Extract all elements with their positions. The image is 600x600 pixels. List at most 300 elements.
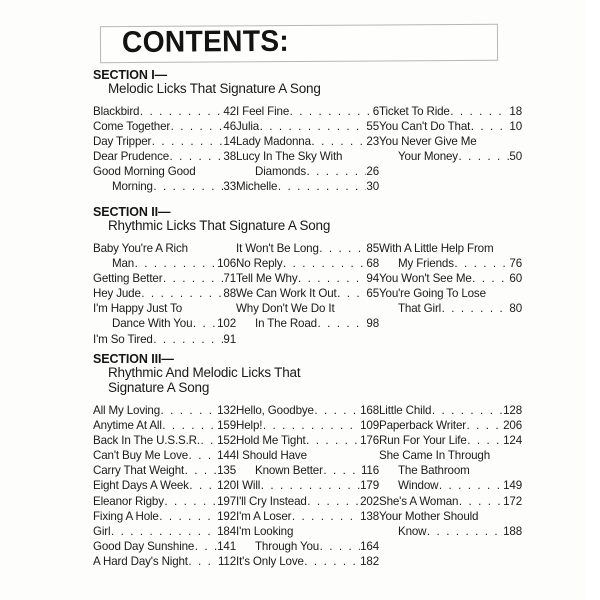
toc-entry-page: 168 <box>360 404 379 417</box>
toc-entry-line <box>236 119 379 134</box>
toc-entry-title: Through You <box>255 539 320 553</box>
toc-dot-leader <box>459 494 503 509</box>
toc-entry-title: Run For Your Life <box>379 434 467 448</box>
toc-entry-page: 192 <box>217 509 236 523</box>
toc-entry-title: Blackbird <box>93 105 140 118</box>
toc-entry-line <box>93 104 236 119</box>
toc-entry[interactable] <box>236 104 379 119</box>
toc-entry-title: That Girl <box>398 302 442 316</box>
toc-entry-title: Your Mother Should <box>379 509 479 523</box>
toc-entry-title: Eight Days A Week <box>93 479 189 493</box>
toc-entry[interactable] <box>93 539 236 554</box>
toc-entry-line <box>236 271 379 286</box>
toc-entry-title: Little Child <box>379 404 432 417</box>
toc-entry-line <box>236 418 379 433</box>
toc-entry-title: Why Don't We Do It <box>236 302 335 316</box>
toc-entry-line <box>236 316 379 331</box>
toc-entry-page: 202 <box>360 494 379 508</box>
toc-entry-title: Lucy In The Sky With <box>236 150 343 164</box>
toc-entry[interactable] <box>93 494 236 509</box>
toc-entry-line <box>236 256 379 271</box>
toc-entry-line <box>379 271 522 286</box>
toc-entry-page: 94 <box>366 272 379 286</box>
toc-entry[interactable] <box>379 448 522 463</box>
toc-entry[interactable] <box>236 448 379 463</box>
toc-entry-title: She's A Woman <box>379 494 459 508</box>
toc-entry-line <box>93 524 236 539</box>
toc-entry-line <box>379 433 522 448</box>
toc-dot-leader <box>442 301 509 316</box>
toc-entry-line <box>93 539 236 554</box>
toc-entry[interactable] <box>379 256 522 271</box>
toc-entry-line <box>93 509 236 524</box>
toc-dot-leader <box>188 554 217 569</box>
toc-entry-page: 26 <box>366 165 379 179</box>
toc-entry-line <box>93 403 236 418</box>
toc-entry-title: No Reply <box>236 257 283 271</box>
toc-entry-line <box>93 494 236 509</box>
toc-entry-page: 164 <box>360 539 379 553</box>
toc-entry-title: Man <box>112 257 135 271</box>
toc-entry[interactable] <box>93 256 236 271</box>
toc-entry[interactable] <box>236 494 379 509</box>
toc-entry-title: Dear Prudence <box>93 150 170 164</box>
toc-entry-page: 38 <box>223 150 236 164</box>
toc-entry-page: 10 <box>509 120 522 134</box>
toc-entry-title: I'm Looking <box>236 524 294 538</box>
toc-entry-page: 55 <box>366 120 379 134</box>
toc-entry-page: 76 <box>509 257 522 271</box>
toc-dot-leader <box>467 433 502 448</box>
toc-entry-title: I Feel Fine <box>236 105 290 118</box>
toc-entry[interactable] <box>236 463 379 478</box>
toc-entry-title: Can't Buy Me Love <box>93 449 189 463</box>
toc-entry-page: 109 <box>360 419 379 433</box>
toc-entry-title: Come Together <box>93 120 171 134</box>
section-heading: SECTION I— <box>93 68 168 82</box>
toc-dot-leader <box>283 256 366 271</box>
toc-dot-leader <box>195 539 217 554</box>
toc-entry-page: 65 <box>366 287 379 301</box>
toc-entry-page: 102 <box>217 317 236 331</box>
toc-entry-title: Dance With You <box>112 317 193 331</box>
toc-entry-line <box>236 478 379 493</box>
toc-entry-title: In The Road <box>255 317 317 331</box>
toc-column-1 <box>93 241 236 347</box>
toc-dot-leader <box>261 478 360 493</box>
toc-entry-page: 46 <box>223 120 236 134</box>
toc-entry-title: She Came In Through <box>379 449 491 463</box>
toc-entry-page: 85 <box>366 242 379 255</box>
toc-entry-line <box>379 478 522 493</box>
toc-entry-title: I Should Have <box>236 449 307 463</box>
toc-dot-leader <box>140 104 223 119</box>
toc-entry-line <box>379 301 522 316</box>
page-title: CONTENTS: <box>121 24 290 59</box>
toc-dot-leader <box>141 286 223 301</box>
toc-dot-leader <box>427 524 503 539</box>
toc-entry-page: 116 <box>360 464 379 478</box>
toc-entry-title: It Won't Be Long <box>236 242 319 255</box>
toc-entry[interactable] <box>236 524 379 539</box>
toc-entry-title: Good Day Sunshine <box>93 539 195 553</box>
toc-entry-line <box>236 104 379 119</box>
toc-entry[interactable] <box>379 478 522 493</box>
toc-entry[interactable] <box>93 104 236 119</box>
toc-entry-title: Know <box>398 524 427 538</box>
toc-dot-leader <box>260 119 366 134</box>
toc-entry-line <box>93 418 236 433</box>
toc-entry-page: 179 <box>360 479 379 493</box>
toc-dot-leader <box>152 134 223 149</box>
toc-entry-title: Known Better <box>255 464 323 478</box>
toc-entry-line <box>236 433 379 448</box>
section-subtitle-line: Rhythmic Licks That Signature A Song <box>108 218 331 233</box>
toc-dot-leader <box>189 448 217 463</box>
toc-dot-leader <box>164 494 216 509</box>
toc-entry-title: Carry That Weight <box>93 464 185 478</box>
toc-dot-leader <box>454 256 509 271</box>
toc-entry-line <box>93 119 236 134</box>
toc-entry-page: 14 <box>223 135 236 149</box>
toc-entry-line <box>93 332 236 347</box>
toc-entry[interactable] <box>236 478 379 493</box>
toc-entry-page: 132 <box>217 404 236 417</box>
toc-entry[interactable] <box>236 316 379 331</box>
toc-entry-line <box>379 134 522 149</box>
toc-entry[interactable] <box>93 433 236 448</box>
toc-dot-leader <box>304 554 359 569</box>
toc-entry[interactable] <box>93 418 236 433</box>
toc-entry[interactable] <box>93 286 236 301</box>
section-heading: SECTION III— <box>93 352 174 366</box>
toc-entry[interactable] <box>379 509 522 524</box>
toc-dot-leader <box>439 478 503 493</box>
toc-entry-page: 80 <box>509 302 522 316</box>
toc-entry[interactable] <box>379 241 522 256</box>
toc-dot-leader <box>471 119 509 134</box>
toc-column-1 <box>93 104 236 195</box>
toc-dot-leader <box>450 104 509 119</box>
toc-entry-page: 60 <box>509 272 522 286</box>
toc-entry-line <box>93 134 236 149</box>
toc-entry[interactable] <box>236 509 379 524</box>
toc-entry-page: 141 <box>217 539 236 553</box>
toc-entry-line <box>93 286 236 301</box>
toc-entry-line <box>379 494 522 509</box>
section-heading: SECTION II— <box>93 205 171 219</box>
toc-entry-line <box>93 164 236 179</box>
toc-entry[interactable] <box>236 241 379 256</box>
toc-dot-leader <box>307 164 366 179</box>
toc-dot-leader <box>320 539 360 554</box>
toc-dot-leader <box>153 332 223 347</box>
toc-dot-leader <box>153 179 223 194</box>
toc-entry[interactable] <box>93 478 236 493</box>
toc-entry-line <box>236 554 379 569</box>
toc-entry-title: You Never Give Me <box>379 135 477 149</box>
toc-column-1 <box>93 403 236 569</box>
toc-entry-title: Hold Me Tight <box>236 434 306 448</box>
toc-entry-title: I'll Cry Instead <box>236 494 307 508</box>
toc-entry-title: Tell Me Why <box>236 272 298 286</box>
toc-entry-line <box>236 494 379 509</box>
toc-entry-title: Anytime At All <box>93 419 162 433</box>
toc-dot-leader <box>292 509 360 524</box>
toc-dot-leader <box>307 494 359 509</box>
toc-entry-title: Hey Jude <box>93 287 141 301</box>
toc-entry[interactable] <box>236 301 379 316</box>
toc-entry[interactable] <box>379 286 522 301</box>
toc-entry-line <box>236 539 379 554</box>
toc-entry-line <box>379 418 522 433</box>
toc-entry-line <box>236 301 379 316</box>
toc-entry-line <box>236 286 379 301</box>
page-edge-clip <box>585 0 600 600</box>
toc-entry-page: 188 <box>503 524 522 538</box>
toc-column-3 <box>379 104 522 164</box>
toc-entry-page: 128 <box>503 404 522 417</box>
toc-entry-line <box>379 463 522 478</box>
section-subtitle <box>108 365 300 395</box>
toc-column-2 <box>236 403 379 569</box>
toc-entry-line <box>93 448 236 463</box>
toc-entry[interactable] <box>379 119 522 134</box>
toc-dot-leader <box>193 316 217 331</box>
toc-entry-page: 138 <box>360 509 379 523</box>
toc-entry-title: Julia <box>236 120 260 134</box>
toc-entry-page: 112 <box>217 554 236 568</box>
toc-entry[interactable] <box>236 403 379 418</box>
toc-entry-title: Good Morning Good <box>93 165 196 179</box>
toc-dot-leader <box>432 403 503 418</box>
toc-dot-leader <box>317 316 365 331</box>
toc-entry[interactable] <box>236 149 379 164</box>
toc-entry[interactable] <box>236 134 379 149</box>
toc-entry-line <box>236 179 379 194</box>
toc-entry[interactable] <box>93 448 236 463</box>
toc-entry-page: 182 <box>360 554 379 568</box>
toc-entry[interactable] <box>379 271 522 286</box>
toc-dot-leader <box>200 433 216 448</box>
toc-entry-page: 98 <box>366 317 379 331</box>
toc-entry-page: 124 <box>503 434 522 448</box>
toc-dot-leader <box>189 478 216 493</box>
toc-entry-title: I Will <box>236 479 261 493</box>
toc-entry[interactable] <box>93 301 236 316</box>
toc-dot-leader <box>466 418 502 433</box>
toc-entry-page: 18 <box>509 105 522 118</box>
toc-entry[interactable] <box>379 149 522 164</box>
toc-dot-leader <box>323 463 360 478</box>
toc-dot-leader <box>171 119 223 134</box>
toc-entry-page: 23 <box>366 135 379 149</box>
toc-entry-page: 152 <box>217 434 236 448</box>
toc-entry-title: Ticket To Ride <box>379 105 450 118</box>
toc-entry[interactable] <box>236 539 379 554</box>
toc-entry[interactable] <box>236 433 379 448</box>
toc-entry-title: I'm Happy Just To <box>93 302 183 316</box>
toc-entry[interactable] <box>379 301 522 316</box>
toc-entry-page: 149 <box>503 479 522 493</box>
toc-entry-line <box>236 149 379 164</box>
toc-entry-line <box>379 119 522 134</box>
toc-dot-leader <box>319 241 366 256</box>
toc-entry-line <box>379 241 522 256</box>
toc-entry-page: 91 <box>223 332 236 346</box>
toc-entry-title: Morning <box>112 180 153 194</box>
contents-title-area <box>100 25 498 62</box>
toc-entry-line <box>93 179 236 194</box>
toc-entry-line <box>93 256 236 271</box>
toc-entry-line <box>93 301 236 316</box>
toc-entry[interactable] <box>379 104 522 119</box>
toc-entry-line <box>236 134 379 149</box>
toc-entry[interactable] <box>236 554 379 569</box>
toc-entry[interactable] <box>379 418 522 433</box>
toc-entry-page: 71 <box>223 272 236 286</box>
toc-entry-page: 68 <box>366 257 379 271</box>
toc-entry[interactable] <box>236 164 379 179</box>
toc-entry[interactable] <box>93 241 236 256</box>
toc-entry[interactable] <box>93 179 236 194</box>
toc-entry-line <box>93 149 236 164</box>
toc-entry[interactable] <box>93 271 236 286</box>
toc-entry[interactable] <box>93 149 236 164</box>
toc-entry-title: Help! <box>236 419 263 433</box>
toc-entry-title: Paperback Writer <box>379 419 466 433</box>
toc-entry-line <box>236 463 379 478</box>
toc-entry-line <box>379 509 522 524</box>
toc-dot-leader <box>161 403 217 418</box>
toc-entry-title: Girl <box>93 524 111 538</box>
toc-entry-line <box>93 316 236 331</box>
toc-entry-title: The Bathroom <box>398 464 470 478</box>
toc-entry-title: Day Tripper <box>93 135 152 149</box>
toc-entry-line <box>93 463 236 478</box>
toc-entry[interactable] <box>93 134 236 149</box>
toc-entry-line <box>236 403 379 418</box>
toc-entry-page: 176 <box>360 434 379 448</box>
toc-entry[interactable] <box>236 256 379 271</box>
toc-entry-page: 184 <box>217 524 236 538</box>
toc-dot-leader <box>314 403 359 418</box>
toc-entry-page: 159 <box>217 419 236 433</box>
toc-entry-line <box>236 448 379 463</box>
toc-entry[interactable] <box>93 524 236 539</box>
toc-entry-page: 42 <box>223 105 236 118</box>
toc-entry-line <box>236 524 379 539</box>
toc-dot-leader <box>278 179 366 194</box>
toc-entry[interactable] <box>93 316 236 331</box>
toc-entry-line <box>236 164 379 179</box>
toc-entry-title: A Hard Day's Night <box>93 554 188 568</box>
toc-entry-line <box>93 433 236 448</box>
toc-entry-title: Fixing A Hole <box>93 509 159 523</box>
toc-entry[interactable] <box>379 463 522 478</box>
toc-entry[interactable] <box>236 119 379 134</box>
toc-entry-page: 120 <box>217 479 236 493</box>
toc-entry-title: You're Going To Lose <box>379 287 486 301</box>
toc-entry-line <box>379 149 522 164</box>
toc-dot-leader <box>298 271 366 286</box>
toc-dot-leader <box>162 418 216 433</box>
toc-entry-page: 144 <box>217 449 236 463</box>
toc-dot-leader <box>311 134 365 149</box>
toc-entry[interactable] <box>236 286 379 301</box>
toc-entry-title: Getting Better <box>93 272 163 286</box>
toc-entry-title: You Won't See Me <box>379 272 472 286</box>
toc-dot-leader <box>458 149 508 164</box>
toc-entry-line <box>93 241 236 256</box>
toc-entry-page: 197 <box>217 494 236 508</box>
toc-entry-line <box>379 524 522 539</box>
toc-entry[interactable] <box>93 332 236 347</box>
toc-entry-line <box>236 241 379 256</box>
toc-entry[interactable] <box>379 494 522 509</box>
toc-dot-leader <box>159 509 216 524</box>
toc-dot-leader <box>306 433 360 448</box>
toc-entry[interactable] <box>93 164 236 179</box>
toc-entry-title: With A Little Help From <box>379 242 494 255</box>
toc-dot-leader <box>135 256 217 271</box>
toc-dot-leader <box>185 463 217 478</box>
toc-entry[interactable] <box>93 463 236 478</box>
toc-entry-title: Hello, Goodbye <box>236 404 314 417</box>
section-subtitle <box>108 81 321 96</box>
toc-entry[interactable] <box>236 418 379 433</box>
toc-entry[interactable] <box>379 524 522 539</box>
toc-entry-line <box>236 509 379 524</box>
toc-entry-title: It's Only Love <box>236 554 304 568</box>
toc-entry-page: 88 <box>223 287 236 301</box>
toc-dot-leader <box>337 286 366 301</box>
toc-entry-page: 172 <box>503 494 522 508</box>
toc-entry-title: Diamonds <box>255 165 306 179</box>
toc-entry-title: We Can Work It Out <box>236 287 337 301</box>
toc-entry-line <box>93 478 236 493</box>
toc-entry-line <box>379 286 522 301</box>
toc-entry-line <box>379 104 522 119</box>
toc-entry[interactable] <box>379 134 522 149</box>
toc-entry[interactable] <box>236 271 379 286</box>
toc-entry-page: 50 <box>509 150 522 164</box>
toc-entry-title: I'm A Loser <box>236 509 292 523</box>
toc-entry-title: Baby You're A Rich <box>93 242 188 255</box>
toc-entry[interactable] <box>93 403 236 418</box>
toc-entry-page: 6 <box>372 105 379 118</box>
toc-entry-line <box>93 554 236 569</box>
toc-entry-line <box>379 256 522 271</box>
toc-entry[interactable] <box>93 119 236 134</box>
toc-column-2 <box>236 104 379 195</box>
toc-entry[interactable] <box>379 433 522 448</box>
section-subtitle-line: Melodic Licks That Signature A Song <box>108 81 321 96</box>
section-subtitle-line: Signature A Song <box>108 380 210 395</box>
toc-entry[interactable] <box>236 179 379 194</box>
toc-entry-title: All My Loving <box>93 404 160 417</box>
toc-entry-title: I'm So Tired <box>93 332 153 346</box>
toc-entry-line <box>379 448 522 463</box>
toc-entry-title: My Friends <box>398 257 454 271</box>
toc-entry[interactable] <box>379 403 522 418</box>
toc-entry-title: Back In The U.S.S.R. <box>93 434 200 448</box>
toc-entry[interactable] <box>93 554 236 569</box>
toc-dot-leader <box>111 524 217 539</box>
toc-entry-line <box>379 403 522 418</box>
toc-entry[interactable] <box>93 509 236 524</box>
toc-column-3 <box>379 403 522 539</box>
